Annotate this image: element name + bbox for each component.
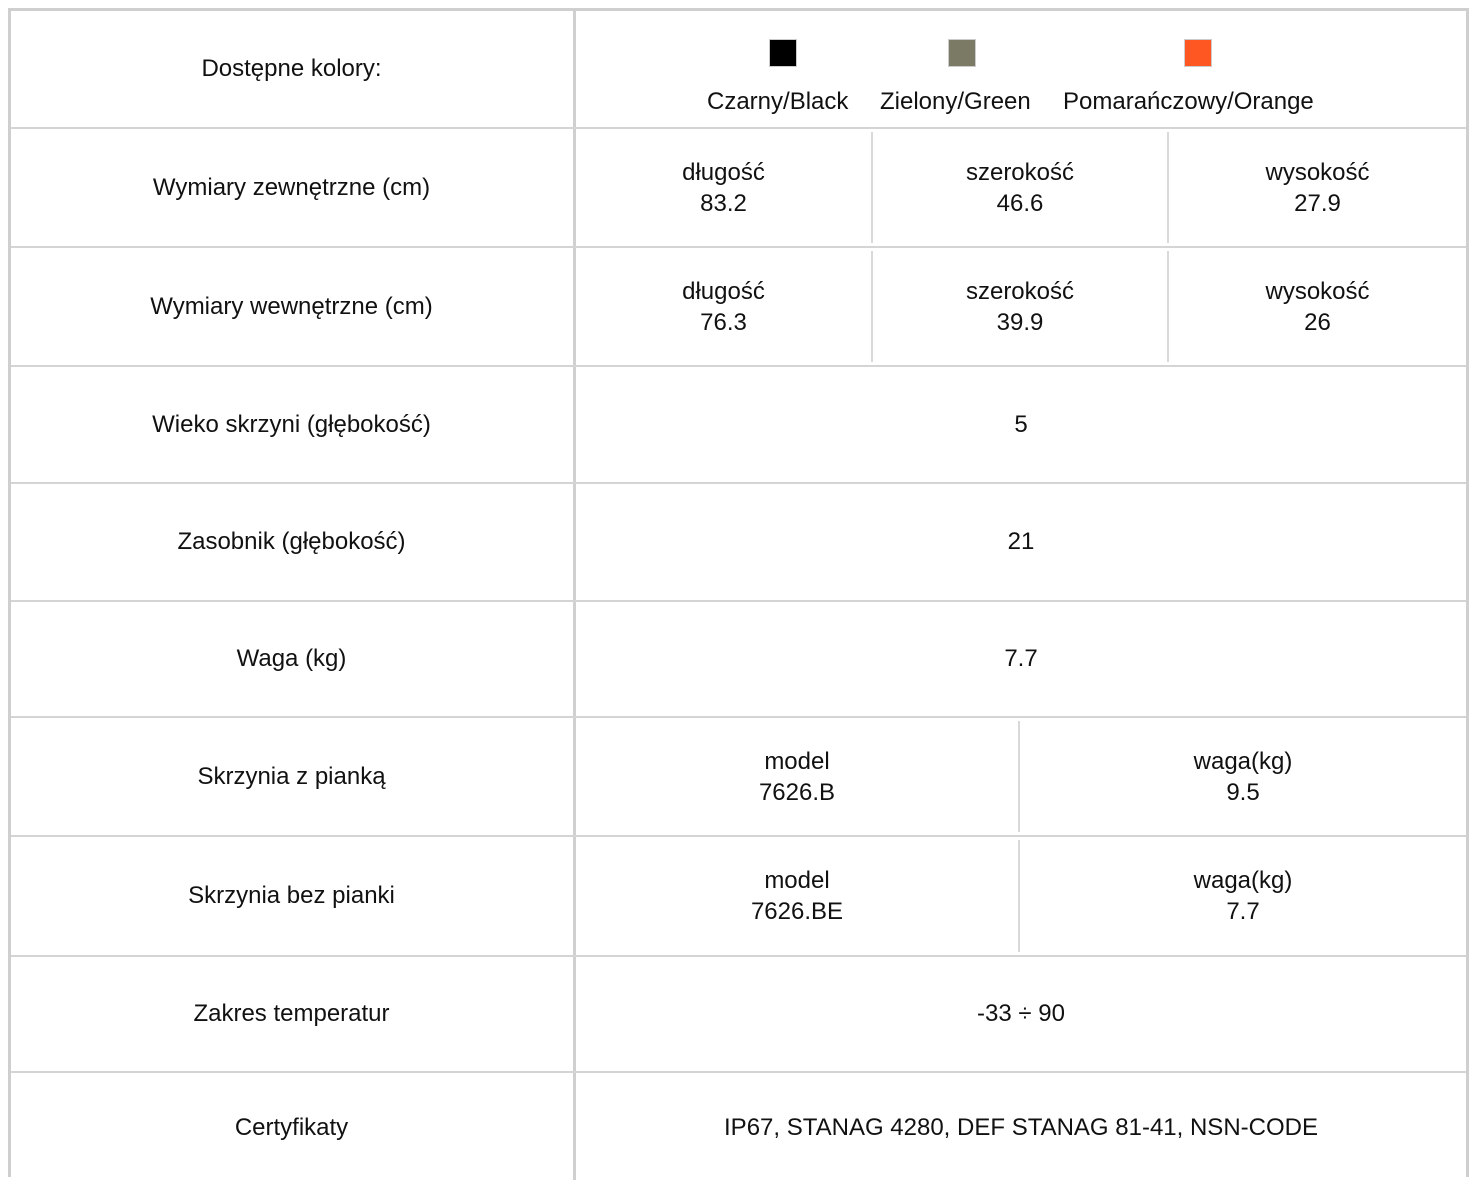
height-value: 26: [1304, 308, 1331, 336]
external-length-cell: [576, 132, 871, 243]
model-value: 7626.B: [758, 778, 836, 806]
length-label: długość: [682, 158, 765, 186]
height-label: wysokość: [1265, 277, 1370, 305]
row-value: 21: [1007, 528, 1035, 555]
row-label: Skrzynia z pianką: [197, 762, 386, 790]
row-label: Wymiary wewnętrzne (cm): [150, 292, 433, 320]
width-label: szerokość: [965, 158, 1075, 186]
width-value: 39.9: [996, 308, 1044, 336]
row-value: -33 ÷ 90: [977, 1000, 1065, 1027]
without-foam-weight-cell: [1020, 840, 1466, 952]
row-lid-depth: [11, 367, 1466, 484]
spec-table: [8, 8, 1469, 1177]
color-swatch-black: [769, 39, 797, 67]
weight-value: 7.7: [1226, 898, 1260, 925]
internal-height-cell: [1169, 251, 1466, 362]
model-label: model: [764, 747, 830, 775]
row-label: Waga (kg): [236, 645, 347, 672]
model-label: model: [764, 867, 830, 894]
row-without-foam: [11, 837, 1466, 957]
color-name-black: Czarny/Black: [707, 88, 849, 115]
row-weight: [11, 602, 1466, 718]
external-width-cell: [873, 132, 1167, 243]
color-swatch-green: [948, 39, 976, 67]
external-height-cell: [1169, 132, 1466, 243]
width-value: 46.6: [996, 189, 1044, 217]
row-external-dimensions: [11, 129, 1466, 248]
row-label: Zasobnik (głębokość): [177, 528, 406, 555]
with-foam-weight-cell: [1020, 721, 1466, 832]
with-foam-model-cell: [576, 721, 1018, 832]
weight-label: waga(kg): [1193, 867, 1293, 894]
color-name-orange: Pomarańczowy/Orange: [1063, 88, 1314, 115]
model-value: 7626.BE: [750, 898, 844, 925]
without-foam-model-cell: [576, 840, 1018, 952]
color-name-green: Zielony/Green: [880, 88, 1031, 115]
height-value: 27.9: [1294, 189, 1341, 217]
color-options: [576, 11, 1466, 127]
color-swatch-orange: [1184, 39, 1212, 67]
length-label: długość: [682, 277, 765, 305]
row-label: Certyfikaty: [234, 1114, 349, 1141]
row-with-foam: [11, 718, 1466, 837]
width-label: szerokość: [965, 277, 1075, 305]
row-value: 7.7: [1004, 645, 1038, 672]
row-label: Dostępne kolory:: [201, 55, 382, 82]
height-label: wysokość: [1265, 158, 1370, 186]
row-internal-dimensions: [11, 248, 1466, 367]
row-colors: [11, 11, 1466, 129]
row-container-depth: [11, 484, 1466, 602]
row-value: 5: [1014, 410, 1028, 438]
length-value: 76.3: [700, 308, 747, 336]
internal-length-cell: [576, 251, 871, 362]
row-label: Zakres temperatur: [193, 1000, 390, 1027]
row-label: Wieko skrzyni (głębokość): [152, 410, 431, 438]
row-label: Wymiary zewnętrzne (cm): [152, 173, 431, 201]
row-value: IP67, STANAG 4280, DEF STANAG 81-41, NSN-CODE: [724, 1114, 1318, 1141]
weight-label: waga(kg): [1193, 747, 1293, 775]
weight-value: 9.5: [1226, 778, 1260, 806]
length-value: 83.2: [700, 189, 747, 217]
row-certificates: [11, 1073, 1466, 1180]
internal-width-cell: [873, 251, 1167, 362]
row-temperature: [11, 957, 1466, 1073]
row-label: Skrzynia bez pianki: [188, 882, 395, 909]
